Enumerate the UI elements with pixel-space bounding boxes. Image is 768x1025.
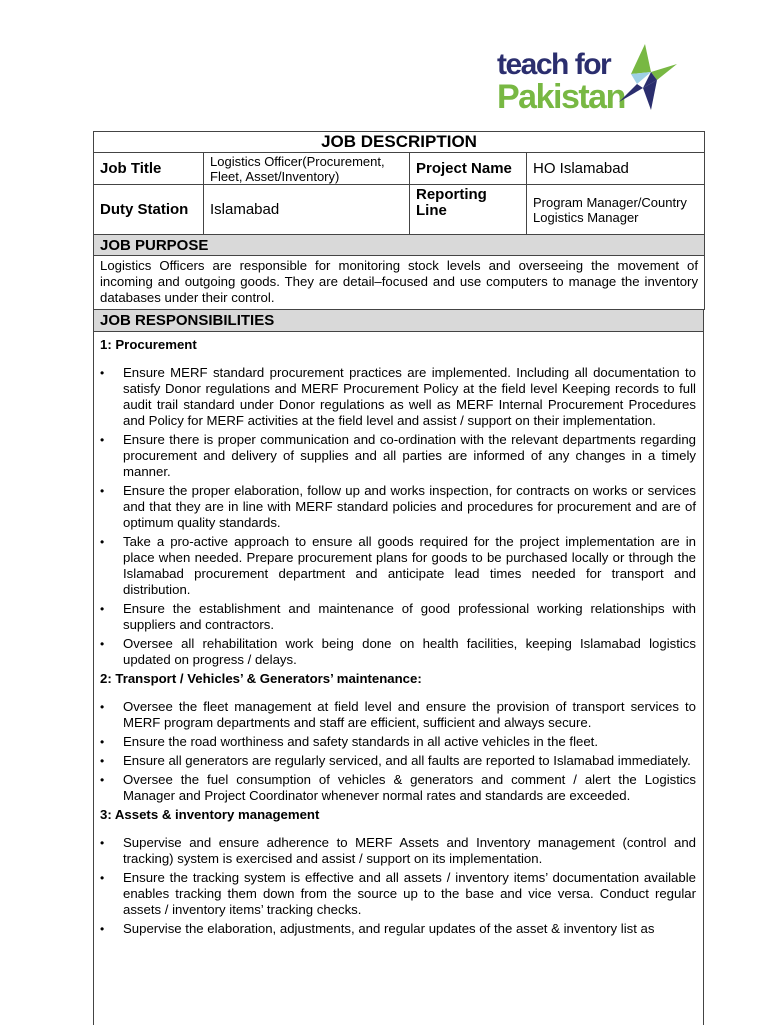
bullet: • bbox=[100, 922, 105, 936]
project-name-value: HO Islamabad bbox=[527, 153, 705, 185]
list-item: • Oversee all rehabilitation work being done on health facilities, keeping Islamabad logistics updated on progress / delays. bbox=[100, 636, 696, 667]
section-title-transport: 2: Transport / Vehicles’ & Generators’ maintenance: bbox=[100, 671, 422, 686]
job-responsibilities-section bbox=[93, 309, 704, 1025]
job-title-value: Logistics Officer(Procurement, Fleet, Asset/Inventory) bbox=[204, 153, 410, 185]
job-description-table bbox=[93, 131, 705, 310]
procurement-list bbox=[100, 365, 696, 668]
job-responsibilities-heading: JOB RESPONSIBILITIES bbox=[94, 310, 703, 332]
reporting-line-value: Program Manager/Country Logistics Manager bbox=[527, 185, 705, 235]
section-title-assets: 3: Assets & inventory management bbox=[100, 807, 320, 822]
list-item: • Ensure MERF standard procurement practices are implemented. Including all documentation to satisfy Donor regulations and MERF Procurement Policy at the field level Keeping records to full audit trail standard under Donor regulations as well as MERF Internal Procurement Procedures and Policy for MERF activities at the field level and assist / support on their implementation. bbox=[100, 365, 696, 428]
list-item: • Ensure the tracking system is effective and all assets / inventory items’ documentation available enables tracking them down from the source up to the base and vice versa. Conduct regular assets / inventory items’ tracking checks. bbox=[100, 870, 696, 917]
job-title-label: Job Title bbox=[94, 153, 204, 185]
duty-station-label: Duty Station bbox=[94, 185, 204, 235]
logo-line-2: Pakistan bbox=[497, 78, 625, 116]
list-item: • Ensure there is proper communication and co-ordination with the relevant departments regarding procurement and delivery of supplies and all parties are informed of any changes in a timely manner. bbox=[100, 432, 696, 479]
bullet: • bbox=[100, 735, 105, 749]
bullet: • bbox=[100, 754, 105, 768]
star-icon bbox=[617, 44, 677, 110]
list-item: • Supervise and ensure adherence to MERF Assets and Inventory management (control and tracking) system is exercised and assist / support on its implementation. bbox=[100, 835, 696, 866]
section-title-procurement: 1: Procurement bbox=[100, 337, 197, 352]
list-item: • Oversee the fuel consumption of vehicles & generators and comment / alert the Logistics Manager and Project Coordinator whenever normal rates and standards are exceeded. bbox=[100, 772, 696, 803]
bullet: • bbox=[100, 700, 105, 714]
duty-station-value: Islamabad bbox=[204, 185, 410, 235]
bullet: • bbox=[100, 535, 105, 549]
bullet: • bbox=[100, 773, 105, 787]
bullet: • bbox=[100, 871, 105, 885]
bullet: • bbox=[100, 366, 105, 380]
bullet: • bbox=[100, 637, 105, 651]
bullet: • bbox=[100, 836, 105, 850]
job-purpose-text: Logistics Officers are responsible for monitoring stock levels and overseeing the movement of incoming and outgoing goods. They are detail–focused and use computers to manage the inventory databases under their control. bbox=[94, 256, 705, 310]
list-item: • Oversee the fleet management at field level and ensure the provision of transport services to MERF program departments and staff are efficient, sufficient and always secure. bbox=[100, 699, 696, 730]
bullet: • bbox=[100, 433, 105, 447]
table-title: JOB DESCRIPTION bbox=[94, 132, 705, 153]
logo-line-1: teach for bbox=[497, 48, 611, 81]
transport-list bbox=[100, 699, 696, 804]
bullet: • bbox=[100, 484, 105, 498]
list-item: • Ensure the proper elaboration, follow up and works inspection, for contracts on works or services and that they are in line with MERF standard policies and procedures for procurement and are of optimum quality standards. bbox=[100, 483, 696, 530]
assets-list bbox=[100, 835, 696, 937]
list-item: • Supervise the elaboration, adjustments, and regular updates of the asset & inventory list as bbox=[100, 921, 655, 936]
teach-for-pakistan-logo bbox=[497, 44, 677, 116]
project-name-label: Project Name bbox=[410, 153, 527, 185]
bullet: • bbox=[100, 602, 105, 616]
list-item: • Ensure the road worthiness and safety standards in all active vehicles in the fleet. bbox=[100, 734, 599, 749]
list-item: • Ensure the establishment and maintenance of good professional working relationships with suppliers and contractors. bbox=[100, 601, 696, 632]
list-item: • Ensure all generators are regularly serviced, and all faults are reported to Islamabad immediately. bbox=[100, 753, 691, 768]
list-item: • Take a pro-active approach to ensure all goods required for the project implementation are in place when needed. Prepare procurement plans for goods to be purchased locally or through the Islamabad procurement department and anticipate lead times needed for transport and distribution. bbox=[100, 534, 696, 597]
reporting-line-label: Reporting Line bbox=[410, 185, 527, 235]
job-purpose-heading: JOB PURPOSE bbox=[94, 235, 705, 256]
